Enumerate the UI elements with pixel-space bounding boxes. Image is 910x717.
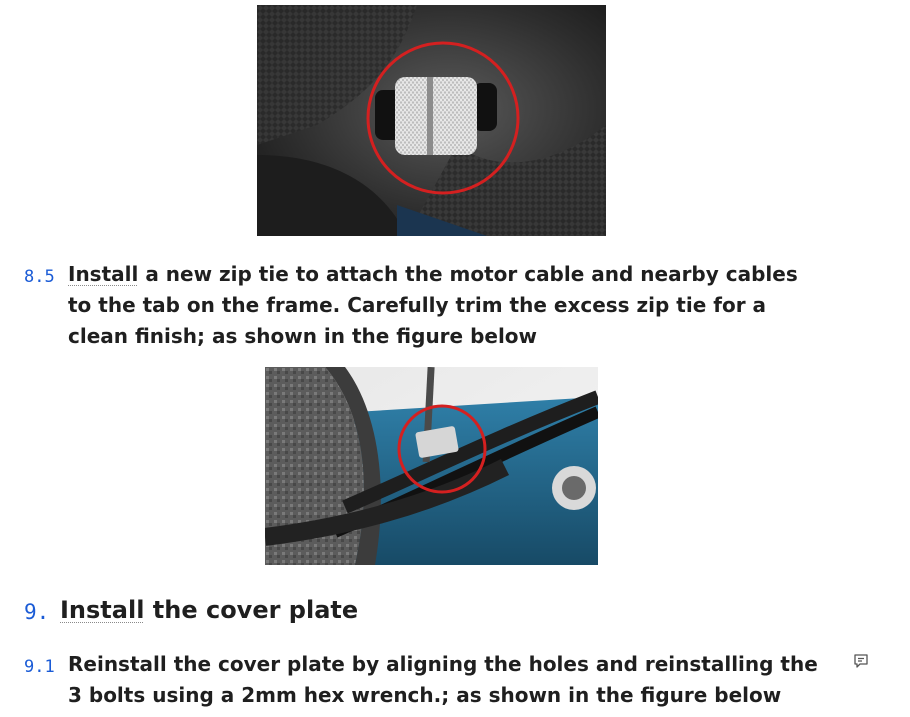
connector-photo-drawing <box>257 5 606 236</box>
section-title <box>60 594 824 626</box>
install-term[interactable]: Install <box>60 596 145 624</box>
section-9-heading <box>24 594 824 626</box>
section-number: 9. <box>24 600 50 624</box>
connector-photo <box>257 5 606 236</box>
step-8-5 <box>24 259 824 352</box>
comment-icon[interactable] <box>853 653 869 669</box>
step-text-rest: a new zip tie to attach the motor cable and nearby cables to the tab on the frame. Carefully trim the excess zip tie for a clean finish; as shown in the figure below <box>68 262 798 348</box>
step-text <box>68 259 824 352</box>
step-number: 9.1 <box>24 657 55 677</box>
zip-tie-photo <box>265 367 598 565</box>
step-number: 8.5 <box>24 267 55 287</box>
step-9-1 <box>24 649 824 711</box>
zip-tie-photo-drawing <box>265 367 598 565</box>
install-term[interactable]: Install <box>68 262 139 286</box>
section-title-rest: the cover plate <box>144 596 359 624</box>
step-text: Reinstall the cover plate by aligning the holes and reinstalling the 3 bolts using a 2mm hex wrench.; as shown in the figure below <box>68 652 818 707</box>
